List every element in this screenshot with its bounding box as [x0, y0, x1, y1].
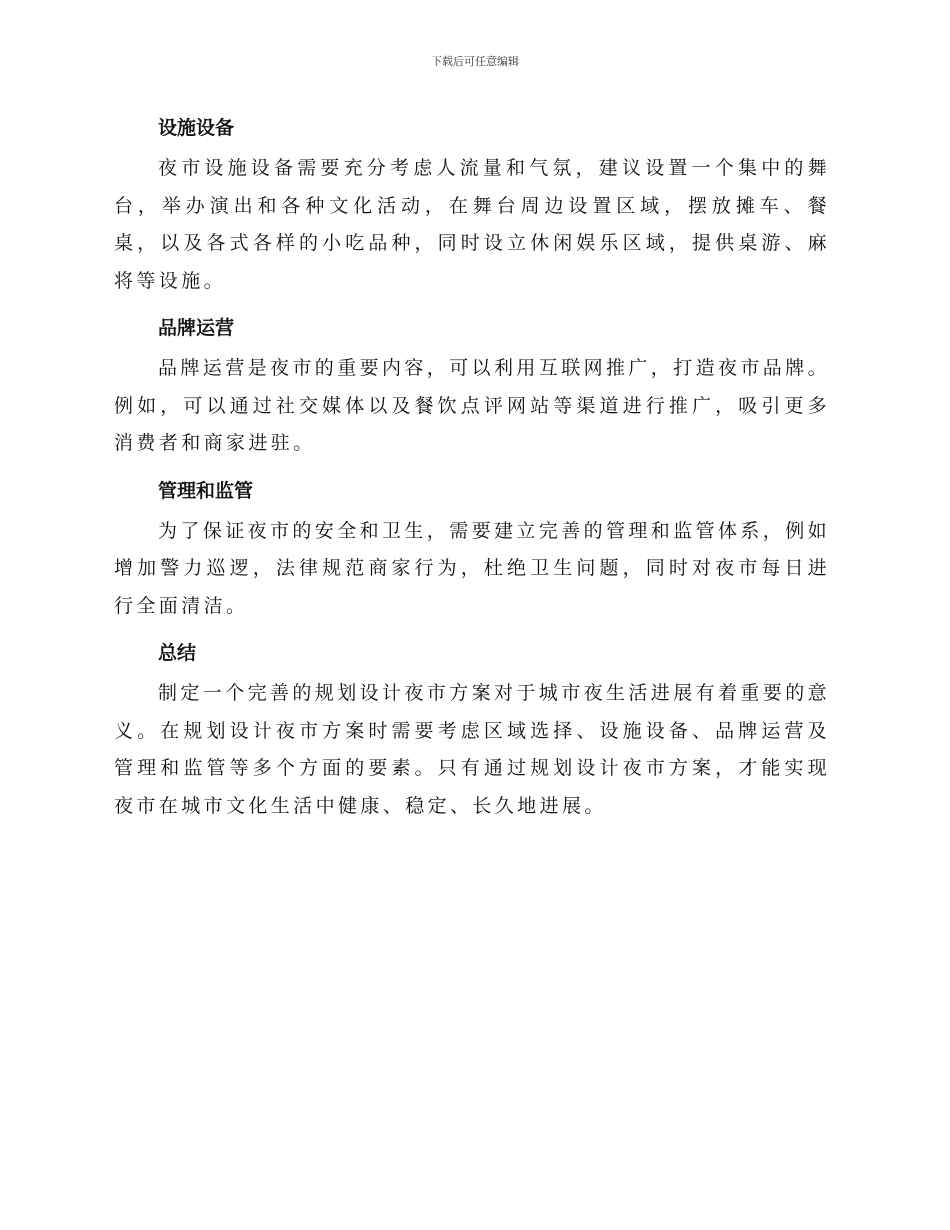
section-heading-management: 管理和监管 — [158, 479, 254, 502]
document-body — [114, 112, 830, 837]
section-body-management: 为了保证夜市的安全和卫生，需要建立完善的管理和监管体系，例如增加警力巡逻，法律规范商家行为，杜绝卫生问题，同时对夜市每日进行全面清洁。 — [114, 519, 831, 617]
section-body-brand: 品牌运营是夜市的重要内容，可以利用互联网推广，打造夜市品牌。例如，可以通过社交媒体以及餐饮点评网站等渠道进行推广，吸引更多消费者和商家进驻。 — [114, 357, 831, 454]
section-heading-facilities: 设施设备 — [158, 117, 235, 139]
section-heading-summary: 总结 — [158, 642, 197, 664]
section-heading-brand: 品牌运营 — [158, 317, 235, 339]
section-body-facilities: 夜市设施设备需要充分考虑人流量和气氛，建议设置一个集中的舞台，举办演出和各种文化活动，在舞台周边设置区域，摆放摊车、餐桌，以及各式各样的小吃品种，同时设立休闲娱乐区域，提供桌游、麻将等设施。 — [114, 157, 830, 292]
page-header: 下载后可任意编辑 — [431, 55, 519, 68]
section-body-summary: 制定一个完善的规划设计夜市方案对于城市夜生活进展有着重要的意义。在规划设计夜市方案时需要考虑区域选择、设施设备、品牌运营及管理和监管等多个方面的要素。只有通过规划设计夜市方案，才能实现夜市在城市文化生活中健康、稳定、长久地进展。 — [114, 682, 831, 817]
